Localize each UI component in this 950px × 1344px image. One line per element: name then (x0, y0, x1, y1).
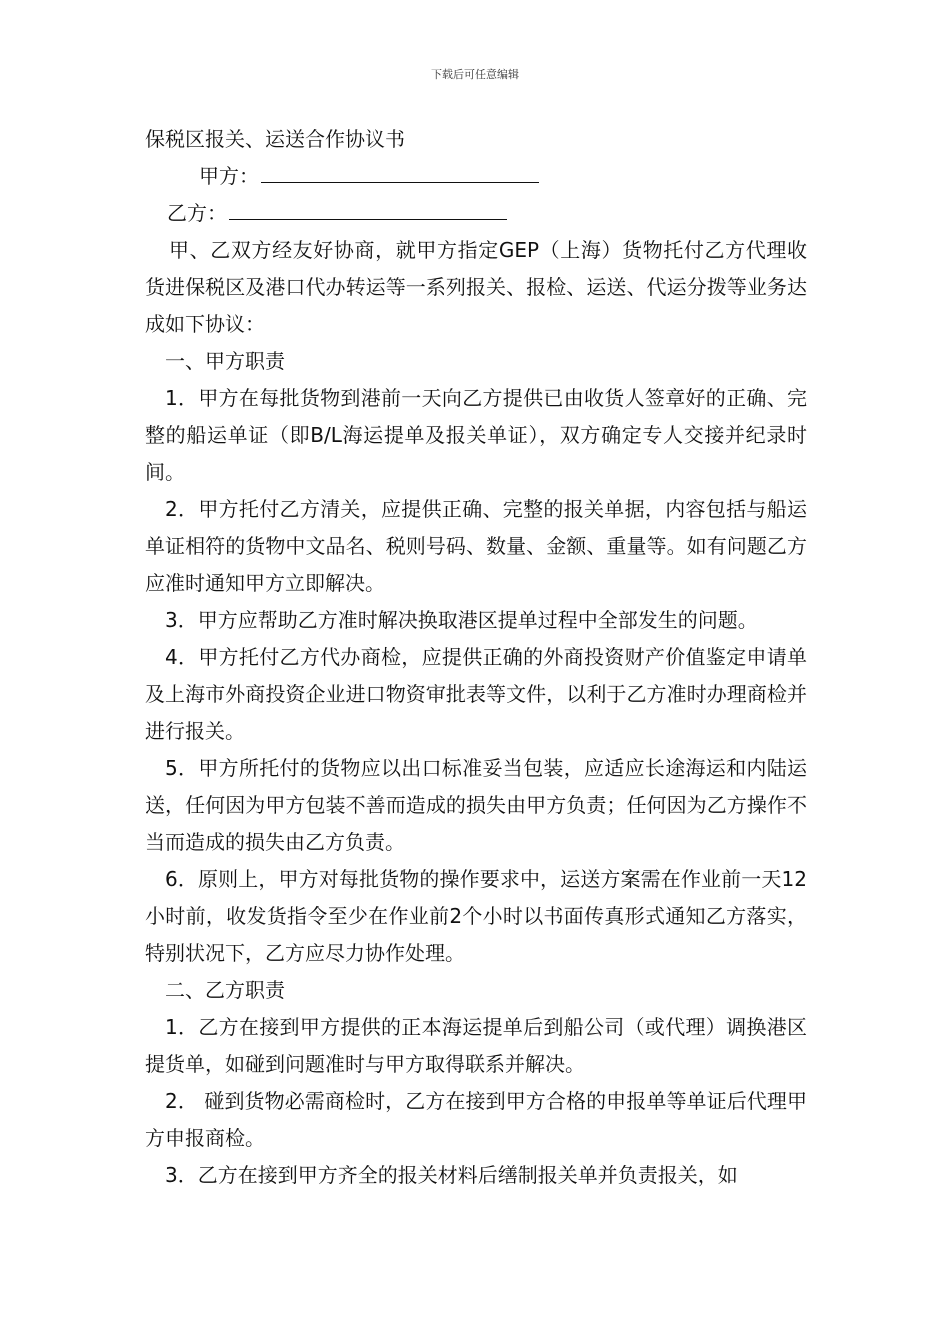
party-a-label: 甲方： (199, 164, 259, 188)
section2-item-3: 3．乙方在接到甲方齐全的报关材料后缮制报关单并负责报关，如 (165, 1163, 738, 1187)
section1-item-2: 2．甲方托付乙方清关，应提供正确、完整的报关单据，内容包括与船运单证相符的货物中文品名、税则号码、数量、金额、重量等。如有问题乙方应准时通知甲方立即解决。 (145, 497, 807, 595)
section1-item-3: 3．甲方应帮助乙方准时解决换取港区提单过程中全部发生的问题。 (165, 608, 758, 632)
section2-item-2: 2． 碰到货物必需商检时，乙方在接到甲方合格的申报单等单证后代理甲方申报商检。 (145, 1089, 807, 1150)
party-a-line (145, 158, 807, 195)
party-a-blank (261, 162, 539, 183)
section1-item-1: 1．甲方在每批货物到港前一天向乙方提供已由收货人签章好的正确、完整的船运单证（即B/L海运提单及报关单证），双方确定专人交接并纪录时间。 (145, 386, 807, 484)
section1-heading: 一、甲方职责 (165, 349, 285, 373)
intro-paragraph: 甲、乙双方经友好协商，就甲方指定GEP（上海）货物托付乙方代理收货进保税区及港口代办转运等一系列报关、报检、运送、代运分拨等业务达成如下协议： (145, 238, 807, 336)
party-b-blank (229, 199, 507, 220)
party-b-line (145, 195, 807, 232)
party-b-label: 乙方： (167, 201, 227, 225)
document-body (145, 121, 807, 1194)
page-header-note: 下载后可任意编辑 (431, 68, 519, 81)
section1-item-4: 4．甲方托付乙方代办商检，应提供正确的外商投资财产价值鉴定申请单及上海市外商投资企业进口物资审批表等文件，以利于乙方准时办理商检并进行报关。 (145, 645, 807, 743)
section2-heading: 二、乙方职责 (165, 978, 285, 1002)
document-title: 保税区报关、运送合作协议书 (145, 127, 405, 151)
section1-item-5: 5．甲方所托付的货物应以出口标准妥当包装，应适应长途海运和内陆运送，任何因为甲方包装不善而造成的损失由甲方负责；任何因为乙方操作不当而造成的损失由乙方负责。 (145, 756, 807, 854)
section2-item-1: 1．乙方在接到甲方提供的正本海运提单后到船公司（或代理）调换港区提货单，如碰到问题准时与甲方取得联系并解决。 (145, 1015, 807, 1076)
section1-item-6: 6．原则上，甲方对每批货物的操作要求中，运送方案需在作业前一天12小时前，收发货指令至少在作业前2个小时以书面传真形式通知乙方落实，特别状况下，乙方应尽力协作处理。 (145, 867, 807, 965)
